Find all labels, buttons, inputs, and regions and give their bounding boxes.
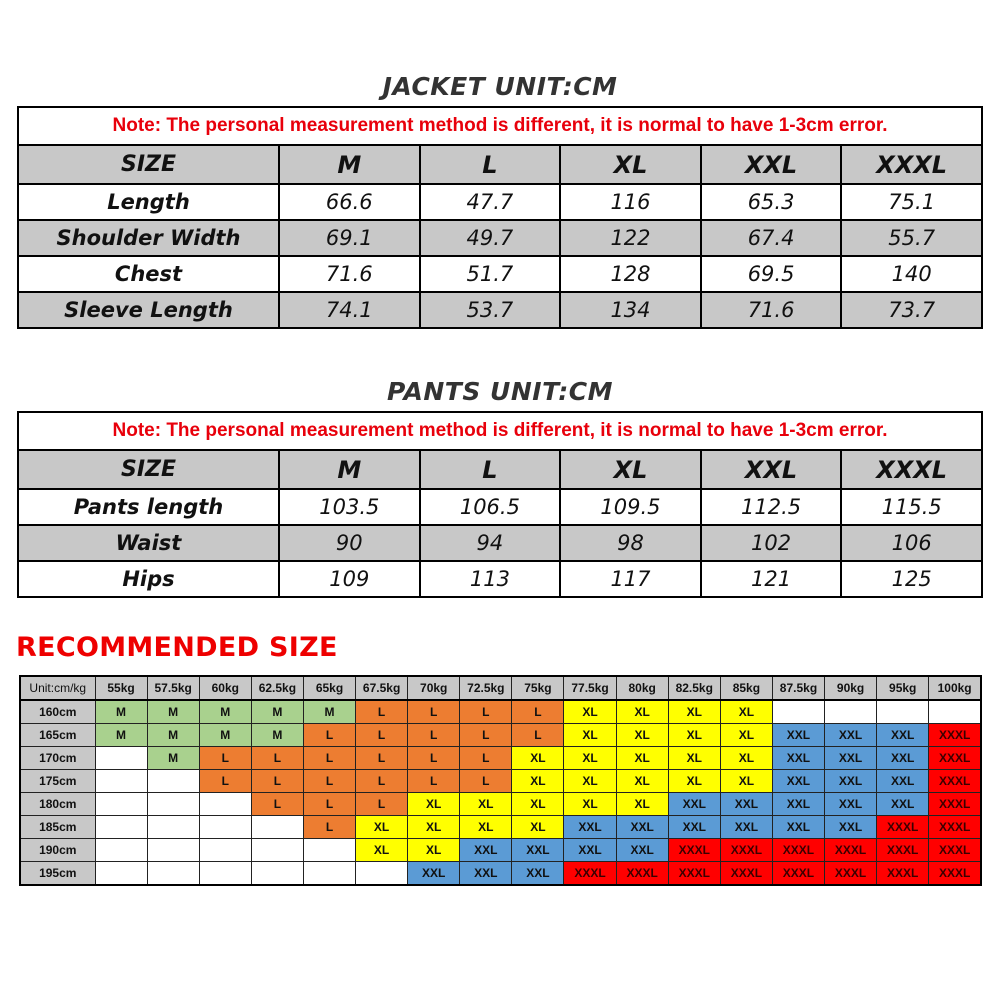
size-cell: XL (512, 793, 564, 816)
header-cell-xxxl: XXXL (841, 145, 982, 184)
jacket-note: Note: The personal measurement method is different, it is normal to have 1-3cm error. (18, 107, 982, 145)
size-cell: L (199, 747, 251, 770)
size-cell: XXL (772, 793, 824, 816)
weight-header-cell: 80kg (616, 676, 668, 700)
size-cell: XXXL (825, 862, 877, 886)
size-cell: XXXL (929, 839, 981, 862)
table-cell: 98 (560, 525, 701, 561)
size-cell: XXXL (720, 862, 772, 886)
size-cell: XXXL (929, 724, 981, 747)
table-cell: 115.5 (841, 489, 982, 525)
height-label-cell: 170cm (20, 747, 95, 770)
height-row (20, 724, 981, 747)
header-cell-xl: XL (560, 450, 701, 489)
size-cell (199, 862, 251, 886)
size-cell: XXXL (668, 839, 720, 862)
size-cell: XL (668, 724, 720, 747)
size-cell: XL (460, 816, 512, 839)
size-cell (199, 793, 251, 816)
size-cell: XL (512, 747, 564, 770)
size-cell: M (199, 700, 251, 724)
row-label: Pants length (18, 489, 279, 525)
size-cell (95, 770, 147, 793)
size-cell (772, 700, 824, 724)
size-cell: XXL (668, 816, 720, 839)
table-cell: 74.1 (279, 292, 420, 328)
size-cell (199, 839, 251, 862)
table-cell: 94 (420, 525, 561, 561)
size-cell: L (460, 700, 512, 724)
table-cell: 128 (560, 256, 701, 292)
table-cell: 109 (279, 561, 420, 597)
height-row (20, 816, 981, 839)
height-label-cell: 175cm (20, 770, 95, 793)
size-cell: XXL (772, 816, 824, 839)
table-cell: 103.5 (279, 489, 420, 525)
header-cell-l: L (420, 450, 561, 489)
size-cell (147, 839, 199, 862)
size-cell: XXXL (877, 816, 929, 839)
size-cell (825, 700, 877, 724)
weight-header-cell: 100kg (929, 676, 981, 700)
table-cell: 51.7 (420, 256, 561, 292)
jacket-size-table (17, 106, 983, 329)
size-cell: XXL (512, 862, 564, 886)
size-cell: L (303, 793, 355, 816)
pants-note: Note: The personal measurement method is different, it is normal to have 1-3cm error. (18, 412, 982, 450)
row-label: Waist (18, 525, 279, 561)
size-cell: L (356, 724, 408, 747)
table-cell: 102 (701, 525, 842, 561)
size-cell: L (408, 700, 460, 724)
row-label: Length (18, 184, 279, 220)
table-cell: 116 (560, 184, 701, 220)
size-cell: XXL (408, 862, 460, 886)
size-cell (251, 862, 303, 886)
size-cell: XL (408, 816, 460, 839)
table-cell: 65.3 (701, 184, 842, 220)
table-cell: 71.6 (279, 256, 420, 292)
size-cell: XXXL (616, 862, 668, 886)
size-cell: XXL (772, 747, 824, 770)
size-cell (251, 816, 303, 839)
table-cell: 69.5 (701, 256, 842, 292)
size-cell: XXXL (772, 862, 824, 886)
size-cell: M (251, 700, 303, 724)
size-cell: L (251, 770, 303, 793)
table-cell: 73.7 (841, 292, 982, 328)
table-cell: 117 (560, 561, 701, 597)
size-cell: M (199, 724, 251, 747)
table-cell: 47.7 (420, 184, 561, 220)
table-row (18, 561, 982, 597)
size-cell: XXXL (929, 793, 981, 816)
size-cell: L (356, 747, 408, 770)
size-cell: XXL (512, 839, 564, 862)
weight-header-cell: 87.5kg (772, 676, 824, 700)
size-cell: XL (616, 770, 668, 793)
pants-title: PANTS UNIT:CM (387, 377, 613, 406)
table-row (18, 256, 982, 292)
table-cell: 55.7 (841, 220, 982, 256)
size-cell: XXXL (668, 862, 720, 886)
size-cell: XXXL (877, 839, 929, 862)
size-cell: M (95, 700, 147, 724)
size-cell: XXL (720, 793, 772, 816)
size-cell: L (303, 816, 355, 839)
size-cell (147, 862, 199, 886)
size-cell (356, 862, 408, 886)
size-cell: L (356, 700, 408, 724)
size-cell: XXXL (720, 839, 772, 862)
recommended-size-grid (19, 675, 982, 886)
size-cell: XXL (825, 816, 877, 839)
size-cell: L (199, 770, 251, 793)
weight-header-cell: 90kg (825, 676, 877, 700)
weight-header-cell: 95kg (877, 676, 929, 700)
size-cell (251, 839, 303, 862)
size-cell: L (356, 770, 408, 793)
header-cell-l: L (420, 145, 561, 184)
size-cell (95, 816, 147, 839)
size-cell: XL (512, 770, 564, 793)
size-cell: L (460, 724, 512, 747)
height-label-cell: 165cm (20, 724, 95, 747)
size-cell: XL (616, 700, 668, 724)
size-cell: XL (668, 770, 720, 793)
weight-header-cell: 57.5kg (147, 676, 199, 700)
weight-header-row (20, 676, 981, 700)
size-cell: M (95, 724, 147, 747)
size-cell: XXXL (825, 839, 877, 862)
size-cell: XXL (877, 724, 929, 747)
size-cell: XL (564, 747, 616, 770)
table-cell: 121 (701, 561, 842, 597)
size-cell: XL (720, 770, 772, 793)
header-cell-xxl: XXL (701, 450, 842, 489)
size-cell (147, 816, 199, 839)
weight-header-cell: 82.5kg (668, 676, 720, 700)
table-cell: 53.7 (420, 292, 561, 328)
row-label: Hips (18, 561, 279, 597)
size-cell: XXXL (772, 839, 824, 862)
size-cell: L (408, 724, 460, 747)
size-cell: XL (512, 816, 564, 839)
size-cell: XXXL (929, 816, 981, 839)
header-cell-m: M (279, 145, 420, 184)
size-cell: L (303, 724, 355, 747)
weight-header-cell: 55kg (95, 676, 147, 700)
size-cell: XL (668, 700, 720, 724)
size-cell: XL (408, 793, 460, 816)
height-row (20, 839, 981, 862)
size-cell: XXL (616, 839, 668, 862)
size-cell: XL (720, 700, 772, 724)
weight-header-cell: 62.5kg (251, 676, 303, 700)
jacket-header-row (18, 145, 982, 184)
row-label: Chest (18, 256, 279, 292)
table-cell: 125 (841, 561, 982, 597)
table-cell: 112.5 (701, 489, 842, 525)
size-cell: XL (616, 724, 668, 747)
height-label-cell: 160cm (20, 700, 95, 724)
header-cell-size: SIZE (18, 145, 279, 184)
size-cell (147, 793, 199, 816)
weight-header-cell: 65kg (303, 676, 355, 700)
table-cell: 49.7 (420, 220, 561, 256)
size-cell (303, 839, 355, 862)
table-cell: 67.4 (701, 220, 842, 256)
size-cell: M (251, 724, 303, 747)
size-cell: XXL (772, 770, 824, 793)
table-cell: 90 (279, 525, 420, 561)
size-cell: XL (408, 839, 460, 862)
height-row (20, 700, 981, 724)
jacket-title: JACKET UNIT:CM (382, 72, 618, 101)
size-cell: L (460, 747, 512, 770)
table-cell: 109.5 (560, 489, 701, 525)
size-cell: XXL (616, 816, 668, 839)
size-cell: XXL (825, 770, 877, 793)
size-cell (877, 700, 929, 724)
size-cell: M (303, 700, 355, 724)
size-cell: XXL (460, 862, 512, 886)
height-row (20, 793, 981, 816)
header-cell-xl: XL (560, 145, 701, 184)
size-cell (199, 816, 251, 839)
size-cell: XXL (825, 793, 877, 816)
weight-header-cell: 60kg (199, 676, 251, 700)
height-label-cell: 190cm (20, 839, 95, 862)
size-cell: XXL (720, 816, 772, 839)
table-row (18, 489, 982, 525)
size-cell: L (251, 793, 303, 816)
size-cell (303, 862, 355, 886)
size-cell: XXXL (929, 770, 981, 793)
table-cell: 113 (420, 561, 561, 597)
size-cell: XL (668, 747, 720, 770)
height-row (20, 770, 981, 793)
size-cell: XXXL (877, 862, 929, 886)
size-cell: XXL (772, 724, 824, 747)
size-cell: XL (720, 724, 772, 747)
table-cell: 140 (841, 256, 982, 292)
size-cell: XXL (877, 793, 929, 816)
size-cell: L (512, 724, 564, 747)
size-cell: XL (460, 793, 512, 816)
size-cell: M (147, 724, 199, 747)
weight-header-cell: 75kg (512, 676, 564, 700)
header-cell-size: SIZE (18, 450, 279, 489)
size-cell: XL (616, 793, 668, 816)
size-cell: XXL (877, 770, 929, 793)
size-cell: L (251, 747, 303, 770)
size-cell: XXL (825, 724, 877, 747)
height-row (20, 862, 981, 886)
table-row (18, 184, 982, 220)
size-cell: L (303, 770, 355, 793)
weight-header-cell: 77.5kg (564, 676, 616, 700)
table-cell: 71.6 (701, 292, 842, 328)
size-cell: XL (564, 724, 616, 747)
size-cell: XL (356, 839, 408, 862)
size-cell: XXL (825, 747, 877, 770)
size-cell: L (356, 793, 408, 816)
row-label: Shoulder Width (18, 220, 279, 256)
size-cell: XXL (564, 839, 616, 862)
size-cell: L (408, 747, 460, 770)
height-label-cell: 180cm (20, 793, 95, 816)
size-cell: L (460, 770, 512, 793)
size-cell: XL (564, 700, 616, 724)
size-cell (95, 862, 147, 886)
height-row (20, 747, 981, 770)
row-label: Sleeve Length (18, 292, 279, 328)
recommended-size-title: RECOMMENDED SIZE (16, 632, 338, 663)
size-cell: L (303, 747, 355, 770)
table-cell: 106.5 (420, 489, 561, 525)
size-cell: XXL (877, 747, 929, 770)
size-cell: XXL (460, 839, 512, 862)
table-cell: 66.6 (279, 184, 420, 220)
header-cell-xxl: XXL (701, 145, 842, 184)
weight-header-cell: 70kg (408, 676, 460, 700)
size-cell: XXXL (929, 747, 981, 770)
size-cell (95, 839, 147, 862)
pants-size-table (17, 411, 983, 598)
weight-header-cell: 85kg (720, 676, 772, 700)
size-cell: M (147, 700, 199, 724)
size-cell: XL (564, 793, 616, 816)
size-cell: XXL (564, 816, 616, 839)
size-cell (147, 770, 199, 793)
table-row (18, 220, 982, 256)
table-cell: 122 (560, 220, 701, 256)
size-cell (929, 700, 981, 724)
header-cell-m: M (279, 450, 420, 489)
size-cell: L (512, 700, 564, 724)
weight-header-cell: 72.5kg (460, 676, 512, 700)
unit-corner-cell: Unit:cm/kg (20, 676, 95, 700)
size-cell: XXL (668, 793, 720, 816)
size-cell (95, 747, 147, 770)
table-cell: 106 (841, 525, 982, 561)
size-cell: XXXL (564, 862, 616, 886)
header-cell-xxxl: XXXL (841, 450, 982, 489)
size-cell: M (147, 747, 199, 770)
size-cell: XL (616, 747, 668, 770)
table-cell: 75.1 (841, 184, 982, 220)
size-cell: L (408, 770, 460, 793)
height-label-cell: 185cm (20, 816, 95, 839)
table-cell: 69.1 (279, 220, 420, 256)
table-row (18, 292, 982, 328)
weight-header-cell: 67.5kg (356, 676, 408, 700)
height-label-cell: 195cm (20, 862, 95, 886)
table-cell: 134 (560, 292, 701, 328)
size-cell (95, 793, 147, 816)
size-cell: XL (720, 747, 772, 770)
table-row (18, 525, 982, 561)
size-cell: XL (564, 770, 616, 793)
size-cell: XXXL (929, 862, 981, 886)
pants-header-row (18, 450, 982, 489)
size-cell: XL (356, 816, 408, 839)
